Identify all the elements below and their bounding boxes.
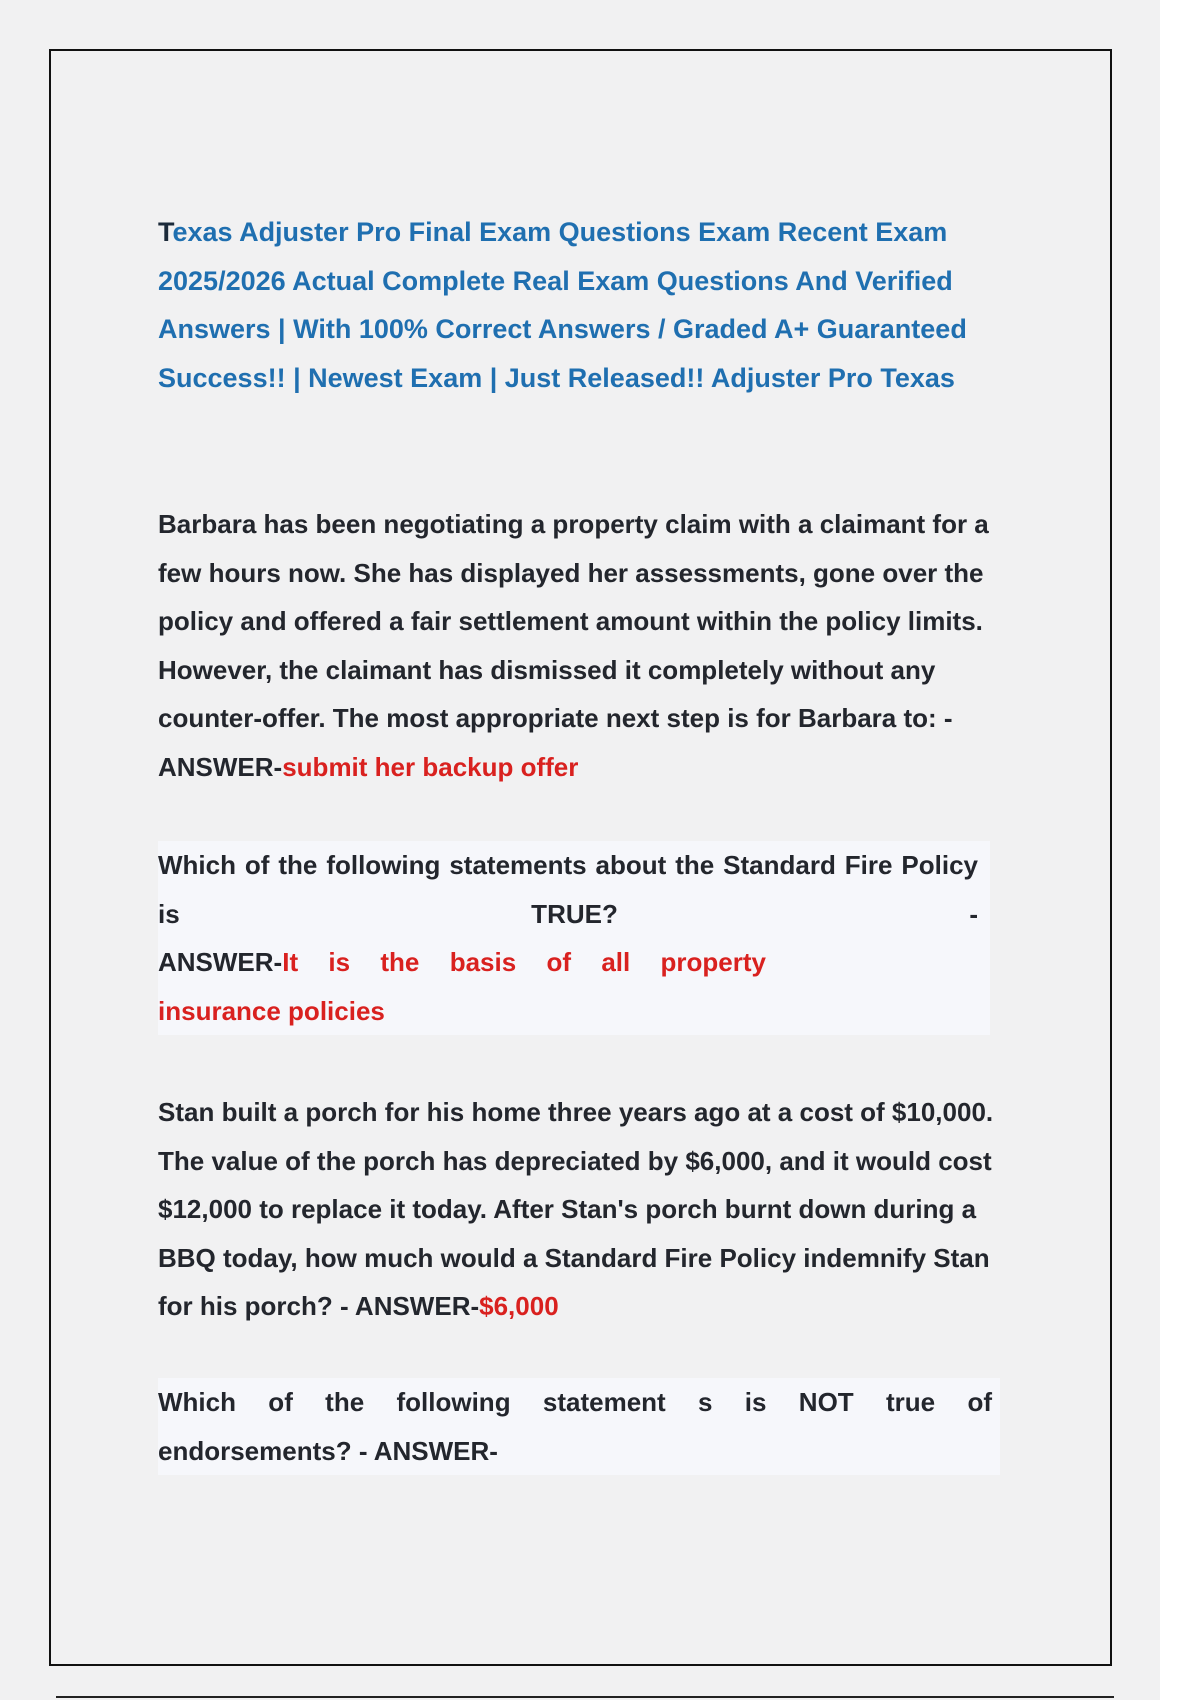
question-2-answer-prefix: ANSWER- [158, 947, 283, 977]
question-3-answer: $6,000 [479, 1291, 559, 1321]
question-2-answer-block [158, 938, 766, 1035]
page-divider [56, 1696, 1114, 1698]
question-3 [158, 1088, 1008, 1331]
question-2-answer-line-1 [158, 938, 766, 987]
question-4-text-line-2: endorsements? - ANSWER- [158, 1435, 498, 1466]
question-1-text: Barbara has been negotiating a property claim with a claimant for a few hours now. She has displayed her assessments, gone over the policy and offered a fair settlement amount within the policy limits. However, the claimant has dismissed it completely without any counter-offer. The most appropriate next step is for Barbara to: - ANSWER- [158, 509, 989, 782]
question-1-answer: submit her backup offer [282, 751, 579, 782]
question-4 [158, 1378, 1000, 1475]
question-3-text: Stan built a porch for his home three years ago at a cost of $10,000. The value of the porch has depreciated by $6,000, and it would cost $12,000 to replace it today. After Stan's porch burnt down during a BBQ today, how much would a Standard Fire Policy indemnify Stan for his porch? - ANSWER- [158, 1097, 994, 1321]
question-2-answer-line-2: insurance policies [158, 995, 385, 1026]
question-2 [158, 841, 990, 1035]
question-2-answer: It is the basis of all property [282, 947, 766, 977]
question-1 [158, 500, 1028, 791]
question-4-text-line-1: Which of the following statement s is NOT true of [158, 1387, 992, 1417]
document-title [158, 208, 1028, 402]
title-first-letter: T [158, 217, 173, 247]
title-text: exas Adjuster Pro Final Exam Questions Exam Recent Exam 2025/2026 Actual Complete Real Exam Questions And Verified Answers | With 100% Correct Answers / Graded A+ Guaranteed Success!! | Newest Exam | Just Released!! Adjuster Pro Texas [158, 217, 967, 393]
question-2-text: Which of the following statements about the Standard Fire Policy is TRUE? - [158, 850, 978, 929]
